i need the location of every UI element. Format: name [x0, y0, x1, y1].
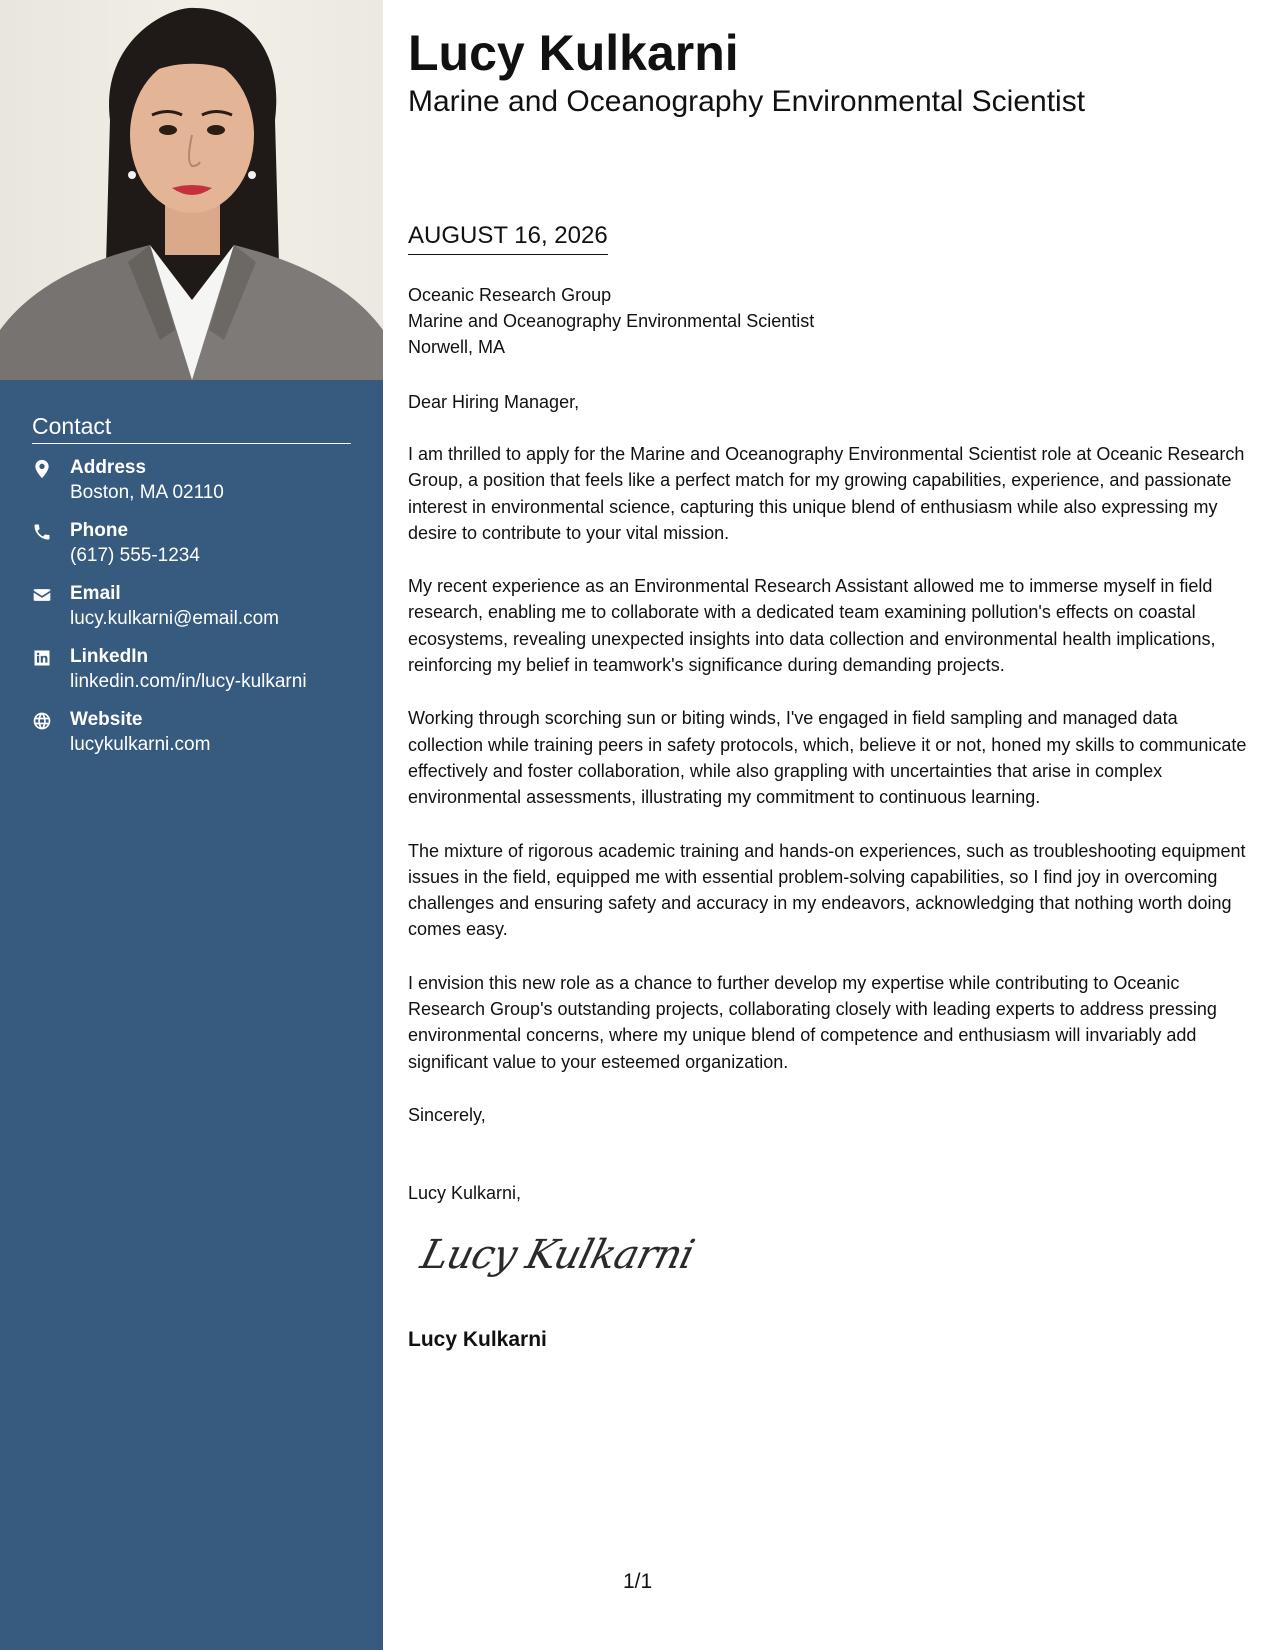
contact-label: LinkedIn: [70, 646, 149, 667]
body-paragraph: The mixture of rigorous academic training and hands-on experiences, such as troubleshooting equipment issues in the field, equipped me with essential problem-solving capabilities, so I find joy in overcoming challenges and ensuring safety and accuracy in my endeavors, acknowledging that nothing worth doing comes easy.: [408, 840, 1246, 940]
contact-item-linkedin: [32, 645, 351, 708]
body-paragraph: I am thrilled to apply for the Marine and Oceanography Environmental Scientist role at Oceanic Research Group, a position that feels like a perfect match for my growing capabilities, experience, and passionate interest in environmental science, capturing this unique blend of enthusiasm while also expressing my desire to contribute to your vital mission.: [408, 444, 1245, 543]
phone-value[interactable]: (617) 555-1234: [70, 545, 200, 566]
recipient-block: [408, 282, 814, 360]
letter-date: AUGUST 16, 2026: [408, 222, 608, 255]
profile-photo: [0, 0, 383, 380]
body-paragraph: I envision this new role as a chance to further develop my expertise while contributing to Oceanic Research Group's outstanding projects, collaborating closely with leading experts to address pressing environmental concerns, where my unique blend of competence and enthusiasm will invariably add significant value to your esteemed organization.: [408, 972, 1217, 1072]
linkedin-link[interactable]: linkedin.com/in/lucy-kulkarni: [70, 671, 307, 692]
signoff-name: Lucy Kulkarni,: [408, 1183, 522, 1203]
contact-item-address: [32, 456, 351, 519]
contact-item-email: [32, 582, 351, 645]
envelope-icon: [32, 582, 70, 607]
page-number: 1/1: [623, 1570, 653, 1593]
recipient-position: Marine and Oceanography Environmental Scientist: [408, 311, 815, 331]
email-link[interactable]: lucy.kulkarni@email.com: [70, 608, 279, 629]
closing: Sincerely,: [408, 1105, 486, 1125]
sidebar: [0, 0, 383, 1650]
contact-section: [32, 413, 351, 771]
contact-label: Website: [70, 709, 143, 730]
handwritten-signature: Lucy Kulkarni: [416, 1232, 699, 1278]
body-paragraph: Working through scorching sun or biting winds, I've engaged in field sampling and managed data collection while training peers in safety protocols, which, believe it or not, honed my skills to communicate effectively and foster collaboration, while also grappling with uncertainties that arise in complex environmental assessments, illustrating my commitment to continuous learning.: [408, 708, 1247, 808]
applicant-name: Lucy Kulkarni: [408, 25, 739, 81]
contact-label: Email: [70, 583, 121, 604]
globe-icon: [32, 708, 70, 733]
contact-label: Address: [70, 457, 147, 478]
applicant-role: Marine and Oceanography Environmental Scientist: [408, 85, 1086, 118]
linkedin-icon: [32, 645, 70, 670]
signed-name: Lucy Kulkarni: [408, 1328, 547, 1351]
recipient-company: Oceanic Research Group: [408, 285, 612, 305]
phone-icon: [32, 519, 70, 544]
contact-label: Phone: [70, 520, 129, 541]
contact-item-phone: [32, 519, 351, 582]
portrait-illustration: [0, 0, 383, 380]
salutation: Dear Hiring Manager,: [408, 392, 580, 412]
map-pin-icon: [32, 456, 70, 481]
contact-heading: Contact: [32, 413, 351, 444]
website-link[interactable]: lucykulkarni.com: [70, 734, 211, 755]
address-value: Boston, MA 02110: [70, 482, 224, 503]
recipient-location: Norwell, MA: [408, 337, 506, 357]
contact-list: [32, 456, 351, 771]
body-paragraph: My recent experience as an Environmental Research Assistant allowed me to immerse myself in field research, enabling me to collaborate with a dedicated team examining pollution's effects on coastal ecosystems, revealing unexpected insights into data collection and environmental health implications, reinforcing my belief in teamwork's significance during demanding projects.: [408, 576, 1216, 676]
letter-body: [408, 441, 1253, 1102]
contact-item-website: [32, 708, 351, 771]
